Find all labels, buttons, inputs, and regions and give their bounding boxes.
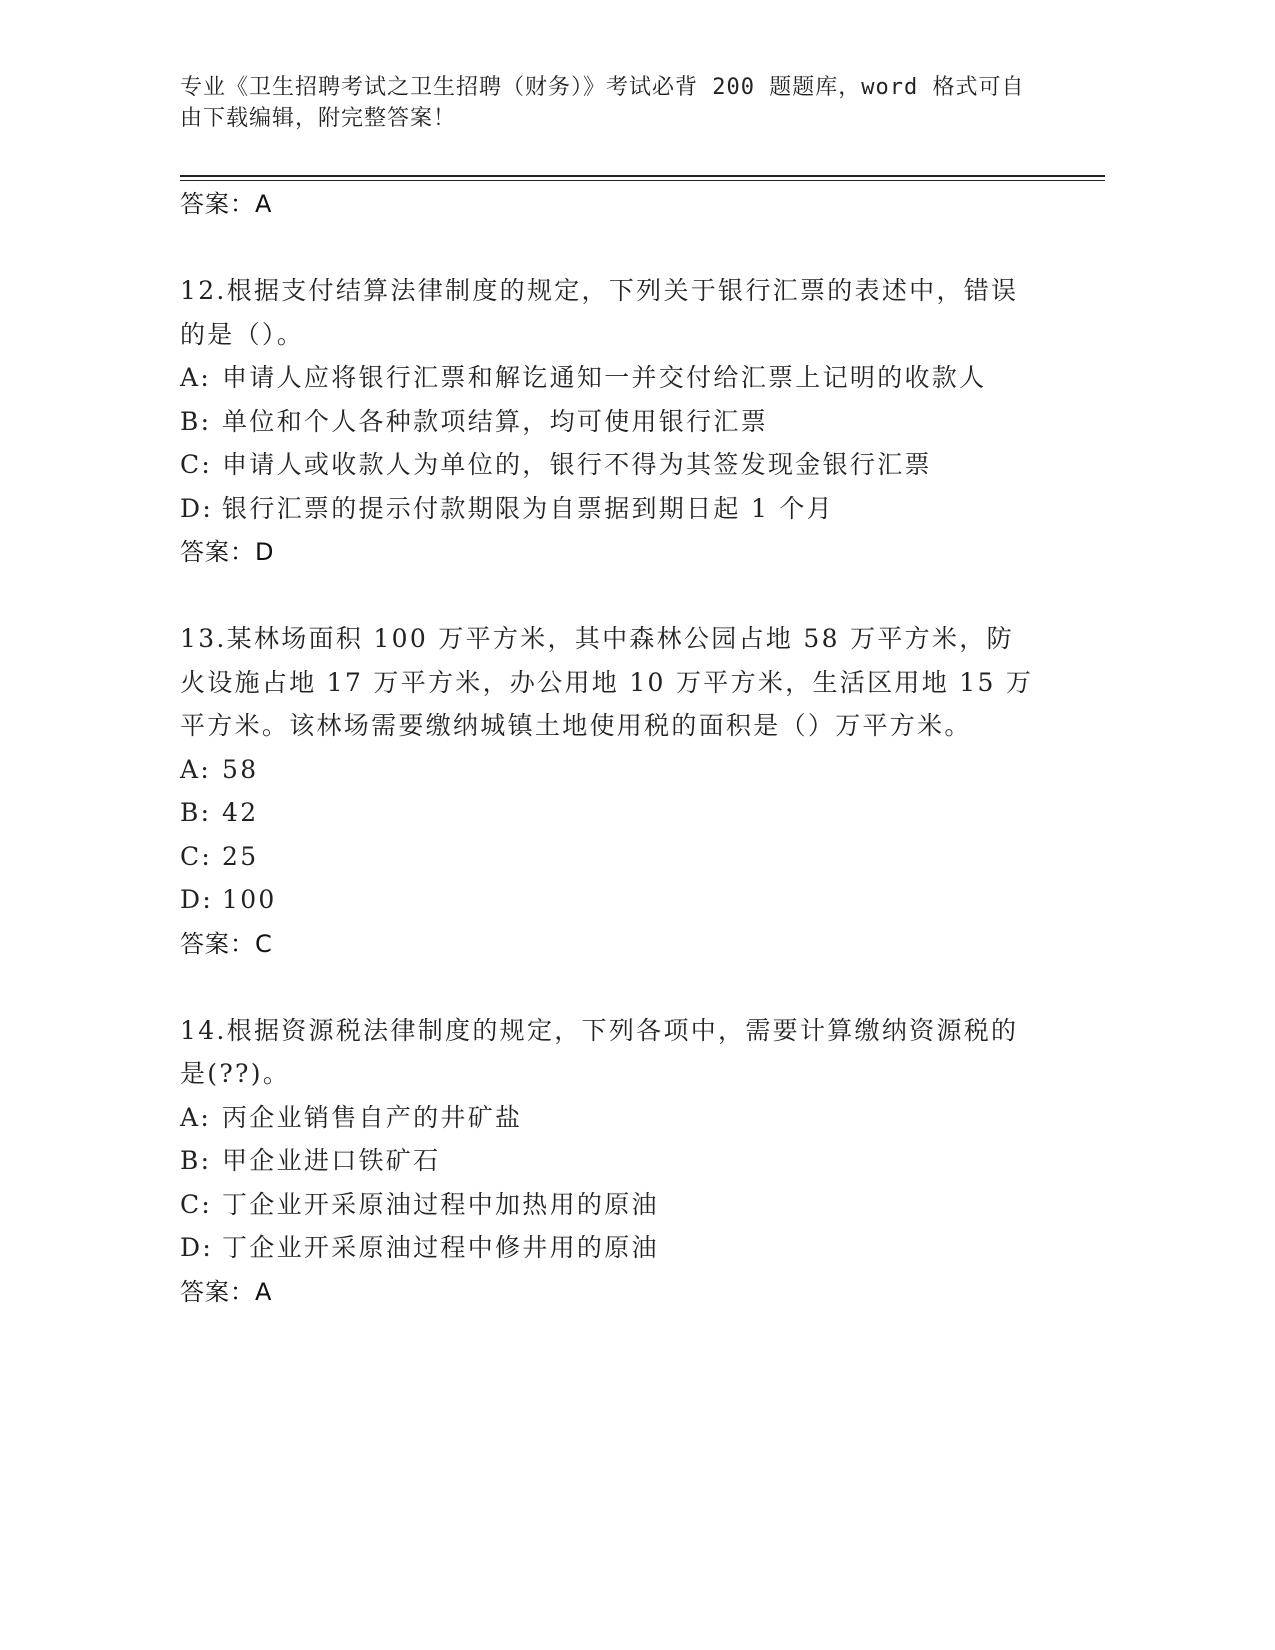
answer-line: 答案：A xyxy=(180,190,273,218)
option-b xyxy=(180,791,1040,835)
option-text: 丙企业销售自产的井矿盐 xyxy=(222,1102,523,1132)
option-text: 100 xyxy=(222,885,277,914)
option-key: B: xyxy=(180,406,212,436)
answer-line: 答案：D xyxy=(180,538,275,566)
option-key: A: xyxy=(180,363,212,392)
option-text: 申请人应将银行汇票和解讫通知一并交付给汇票上记明的收款人 xyxy=(222,363,987,392)
header-rule-thin xyxy=(180,180,1105,181)
option-b xyxy=(180,1139,1040,1183)
question-stem: 13.某林场面积 100 万平方米，其中森林公园占地 58 万平方米，防火设施占地 17 万平方米，办公用地 10 万平方米，生活区用地 15 万平方米。该林场需要缴纳城镇土地使用税的面积是（）万平方米。 xyxy=(180,624,1034,740)
document-header: 专业《卫生招聘考试之卫生招聘（财务）》考试必背 200 题题库，word 格式可自由下载编辑，附完整答案！ xyxy=(180,75,1025,131)
option-c xyxy=(180,443,1040,487)
option-text: 25 xyxy=(222,841,259,871)
option-key: A: xyxy=(180,1102,212,1132)
option-text: 58 xyxy=(222,754,259,784)
option-key: C: xyxy=(180,450,213,479)
header-rule-thick xyxy=(180,175,1105,177)
question-stem: 12.根据支付结算法律制度的规定，下列关于银行汇票的表述中，错误的是（）。 xyxy=(180,276,1019,349)
option-text: 甲企业进口铁矿石 xyxy=(222,1146,441,1175)
answer-line: 答案：C xyxy=(180,929,273,958)
option-text: 丁企业开采原油过程中修井用的原油 xyxy=(222,1233,659,1262)
option-d xyxy=(180,878,1040,922)
question-14 xyxy=(180,1009,1040,1314)
option-text: 申请人或收款人为单位的，银行不得为其签发现金银行汇票 xyxy=(222,450,932,479)
option-d xyxy=(180,1226,1040,1270)
option-a xyxy=(180,748,1040,792)
option-b xyxy=(180,400,1040,444)
question-stem: 14.根据资源税法律制度的规定，下列各项中，需要计算缴纳资源税的是(??)。 xyxy=(180,1015,1019,1088)
option-key: C: xyxy=(180,841,213,871)
option-text: 银行汇票的提示付款期限为自票据到期日起 1 个月 xyxy=(222,493,835,523)
option-a xyxy=(180,1096,1040,1140)
option-key: B: xyxy=(180,1146,212,1175)
option-c xyxy=(180,835,1040,879)
option-text: 丁企业开采原油过程中加热用的原油 xyxy=(222,1189,659,1219)
option-text: 42 xyxy=(222,798,259,827)
document-body xyxy=(180,182,1040,1314)
option-key: A: xyxy=(180,754,212,784)
option-key: C: xyxy=(180,1189,213,1219)
question-12 xyxy=(180,269,1040,574)
option-c xyxy=(180,1183,1040,1227)
question-13 xyxy=(180,617,1040,966)
option-key: D: xyxy=(180,885,214,914)
option-d xyxy=(180,487,1040,531)
option-key: D: xyxy=(180,1233,214,1262)
option-a xyxy=(180,356,1040,400)
option-key: B: xyxy=(180,798,212,827)
answer-line: 答案：A xyxy=(180,1277,273,1306)
option-key: D: xyxy=(180,493,214,523)
option-text: 单位和个人各种款项结算，均可使用银行汇票 xyxy=(222,406,769,436)
